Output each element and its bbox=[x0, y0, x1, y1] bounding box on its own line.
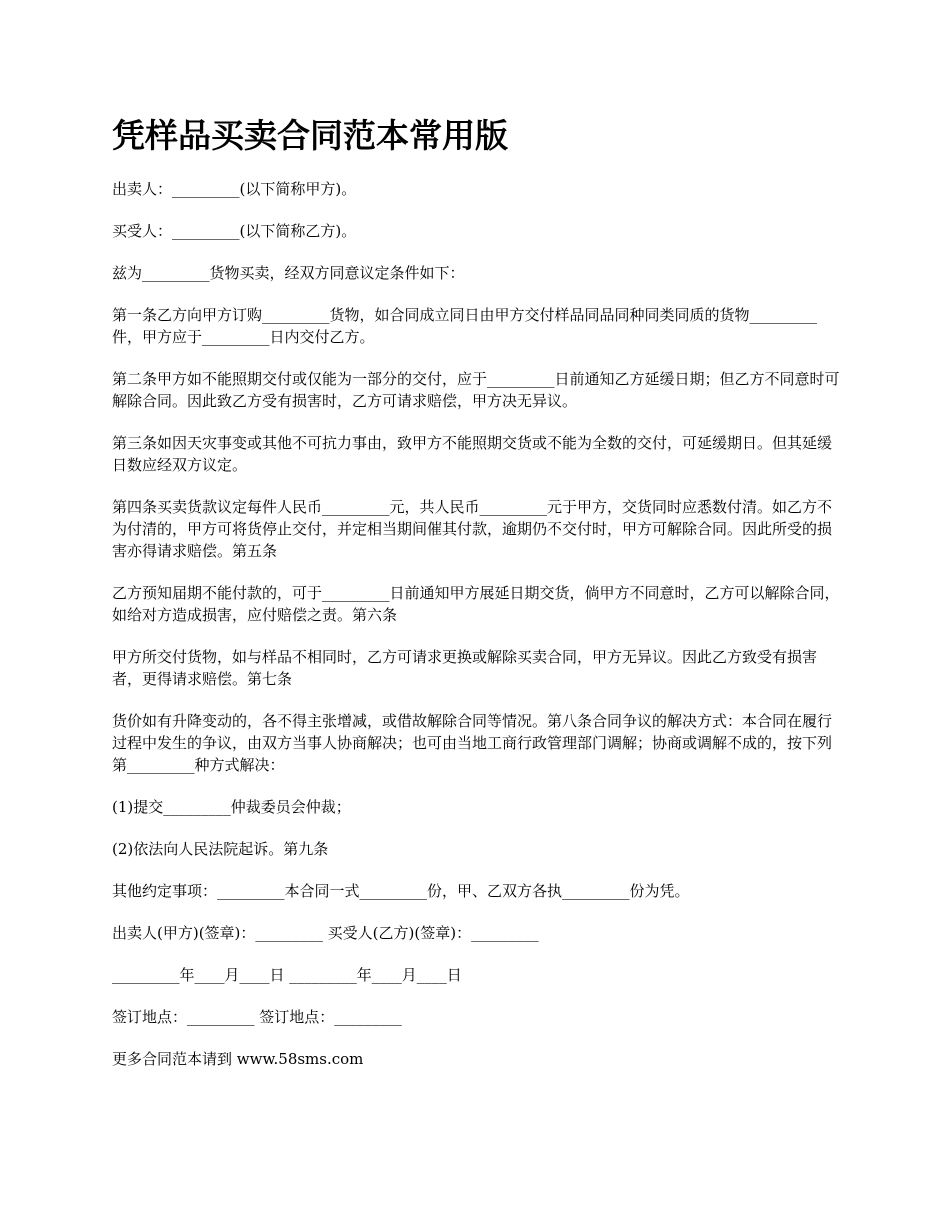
location-line: 签订地点：_________ 签订地点：_________ bbox=[112, 1008, 402, 1026]
article-5: 乙方预知届期不能付款的，可于_________日前通知甲方展延日期交货，倘甲方不同意时，乙方可以解除合同，如给对方造成损害，应付赔偿之责。第六条 bbox=[112, 584, 840, 624]
option-2: (2)依法向人民法院起诉。第九条 bbox=[112, 840, 329, 858]
article-6: 甲方所交付货物，如与样品不相同时，乙方可请求更换或解除买卖合同，甲方无异议。因此乙方致受有损害者，更得请求赔偿。第七条 bbox=[112, 648, 818, 688]
article-1: 第一条乙方向甲方订购_________货物，如合同成立同日由甲方交付样品同品同种同类同质的货物_________件，甲方应于_________日内交付乙方。 bbox=[112, 306, 818, 346]
article-2: 第二条甲方如不能照期交付或仅能为一部分的交付，应于_________日前通知乙方延缓日期；但乙方不同意时可解除合同。因此致乙方受有损害时，乙方可请求赔偿，甲方决无异议。 bbox=[112, 370, 840, 410]
article-4: 第四条买卖货款议定每件人民币_________元，共人民币_________元于甲方，交货同时应悉数付清。如乙方不为付清的，甲方可将货停止交付，并定相当期间催其付款，逾期仍不交付时，甲方可解除合同。因此所受的损害亦得请求赔偿。第五条 bbox=[112, 498, 833, 560]
option-1: (1)提交_________仲裁委员会仲裁； bbox=[112, 798, 351, 816]
preamble: 兹为_________货物买卖，经双方同意议定条件如下： bbox=[112, 264, 465, 282]
article-3: 第三条如因天灾事变或其他不可抗力事由，致甲方不能照期交货或不能为全数的交付，可延缓期日。但其延缓日数应经双方议定。 bbox=[112, 434, 833, 474]
document-title: 凭样品买卖合同范本常用版 bbox=[112, 116, 508, 155]
date-line: _________年____月____日 _________年____月____日 bbox=[112, 966, 462, 984]
seller-line: 出卖人：_________(以下简称甲方)。 bbox=[112, 180, 357, 198]
document-page bbox=[112, 112, 842, 1090]
signature-line: 出卖人(甲方)(签章)：_________ 买受人(乙方)(签章)：_________ bbox=[112, 924, 539, 942]
other-terms: 其他约定事项：_________本合同一式_________份，甲、乙双方各执_________份为凭。 bbox=[112, 882, 690, 900]
buyer-line: 买受人：_________(以下简称乙方)。 bbox=[112, 222, 357, 240]
footer-note: 更多合同范本请到 www.58sms.com bbox=[112, 1050, 364, 1068]
article-7: 货价如有升降变动的，各不得主张增减，或借故解除合同等情况。第八条合同争议的解决方式：本合同在履行过程中发生的争议，由双方当事人协商解决；也可由当地工商行政管理部门调解；协商或调解不成的，按下列第_________种方式解决： bbox=[112, 712, 833, 774]
